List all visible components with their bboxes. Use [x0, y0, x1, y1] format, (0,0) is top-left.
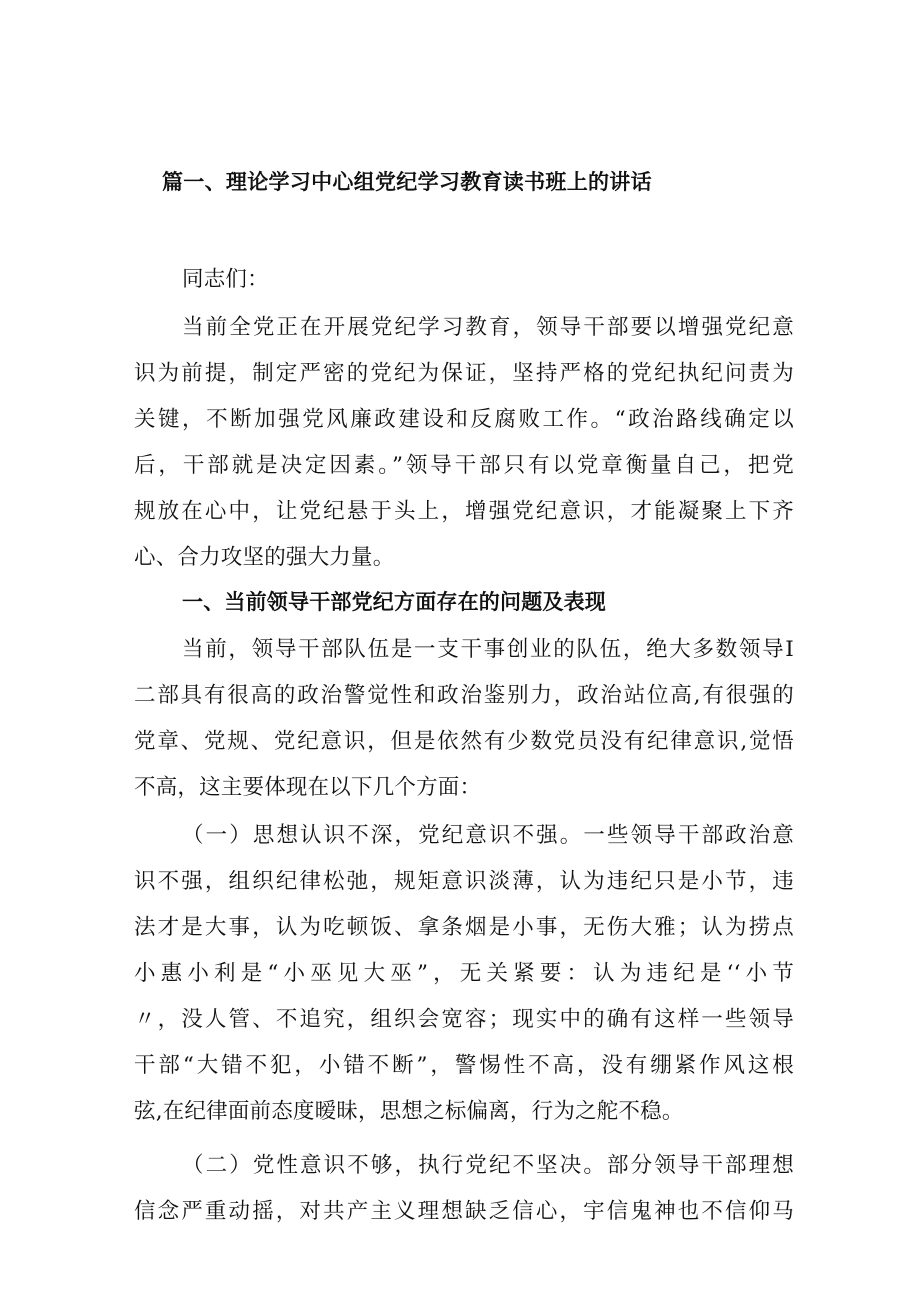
paragraph-line: 党章、党规、党纪意识，但是依然有少数党员没有纪律意识,觉悟 [134, 729, 794, 754]
salutation: 同志们： [182, 267, 269, 292]
paragraph-line: 关键，不断加强党风廉政建设和反腐败工作。“政治路线确定以 [134, 407, 794, 432]
paragraph-line: 二部具有很高的政治警觉性和政治鉴别力，政治站位高,有很强的 [134, 683, 794, 708]
section-heading: 一、当前领导干部党纪方面存在的问题及表现 [182, 590, 606, 614]
paragraph-line: （二）党性意识不够，执行党纪不坚决。部分领导干部理想 [182, 1153, 794, 1178]
paragraph-line: 识为前提，制定严密的党纪为保证，坚持严格的党纪执纪问责为 [134, 361, 794, 386]
paragraph-line: 干部“大错不犯，小错不断”，警惕性不高，没有绷紧作风这根 [134, 1053, 794, 1078]
paragraph-line: 信念严重动摇，对共产主义理想缺乏信心，宇信鬼神也不信仰马 [134, 1199, 794, 1224]
paragraph-line: 弦,在纪律面前态度暧昧，思想之标偏离，行为之舵不稳。 [134, 1099, 684, 1124]
paragraph-line: 小惠小利是“小巫见大巫”，无关紧要：认为违纪是‘‘小节 [134, 961, 794, 986]
paragraph-line: 法才是大事，认为吃顿饭、拿条烟是小事，无伤大雅；认为捞点 [134, 915, 794, 940]
paragraph-line: 不高，这主要体现在以下几个方面： [134, 775, 482, 800]
paragraph-line: （一）思想认识不深，党纪意识不强。一些领导干部政治意 [182, 823, 794, 848]
paragraph-line: 〃，没人管、不追究，组织会宽容；现实中的确有这样一些领导 [134, 1007, 794, 1032]
paragraph-line: 心、合力攻坚的强大力量。 [134, 545, 395, 570]
paragraph-line: 当前全党正在开展党纪学习教育，领导干部要以增强党纪意 [182, 315, 794, 340]
paragraph-line: 后，干部就是决定因素。”领导干部只有以党章衡量自己，把党 [134, 453, 794, 478]
paragraph-line: 规放在心中，让党纪悬于头上，增强党纪意识，才能凝聚上下齐 [134, 499, 794, 524]
paragraph-line: 识不强，组织纪律松弛，规矩意识淡薄，认为违纪只是小节，违 [134, 869, 794, 894]
document-title: 篇一、理论学习中心组党纪学习教育读书班上的讲话 [162, 170, 652, 194]
paragraph-line: 当前，领导干部队伍是一支干事创业的队伍，绝大多数领导I [182, 637, 794, 662]
